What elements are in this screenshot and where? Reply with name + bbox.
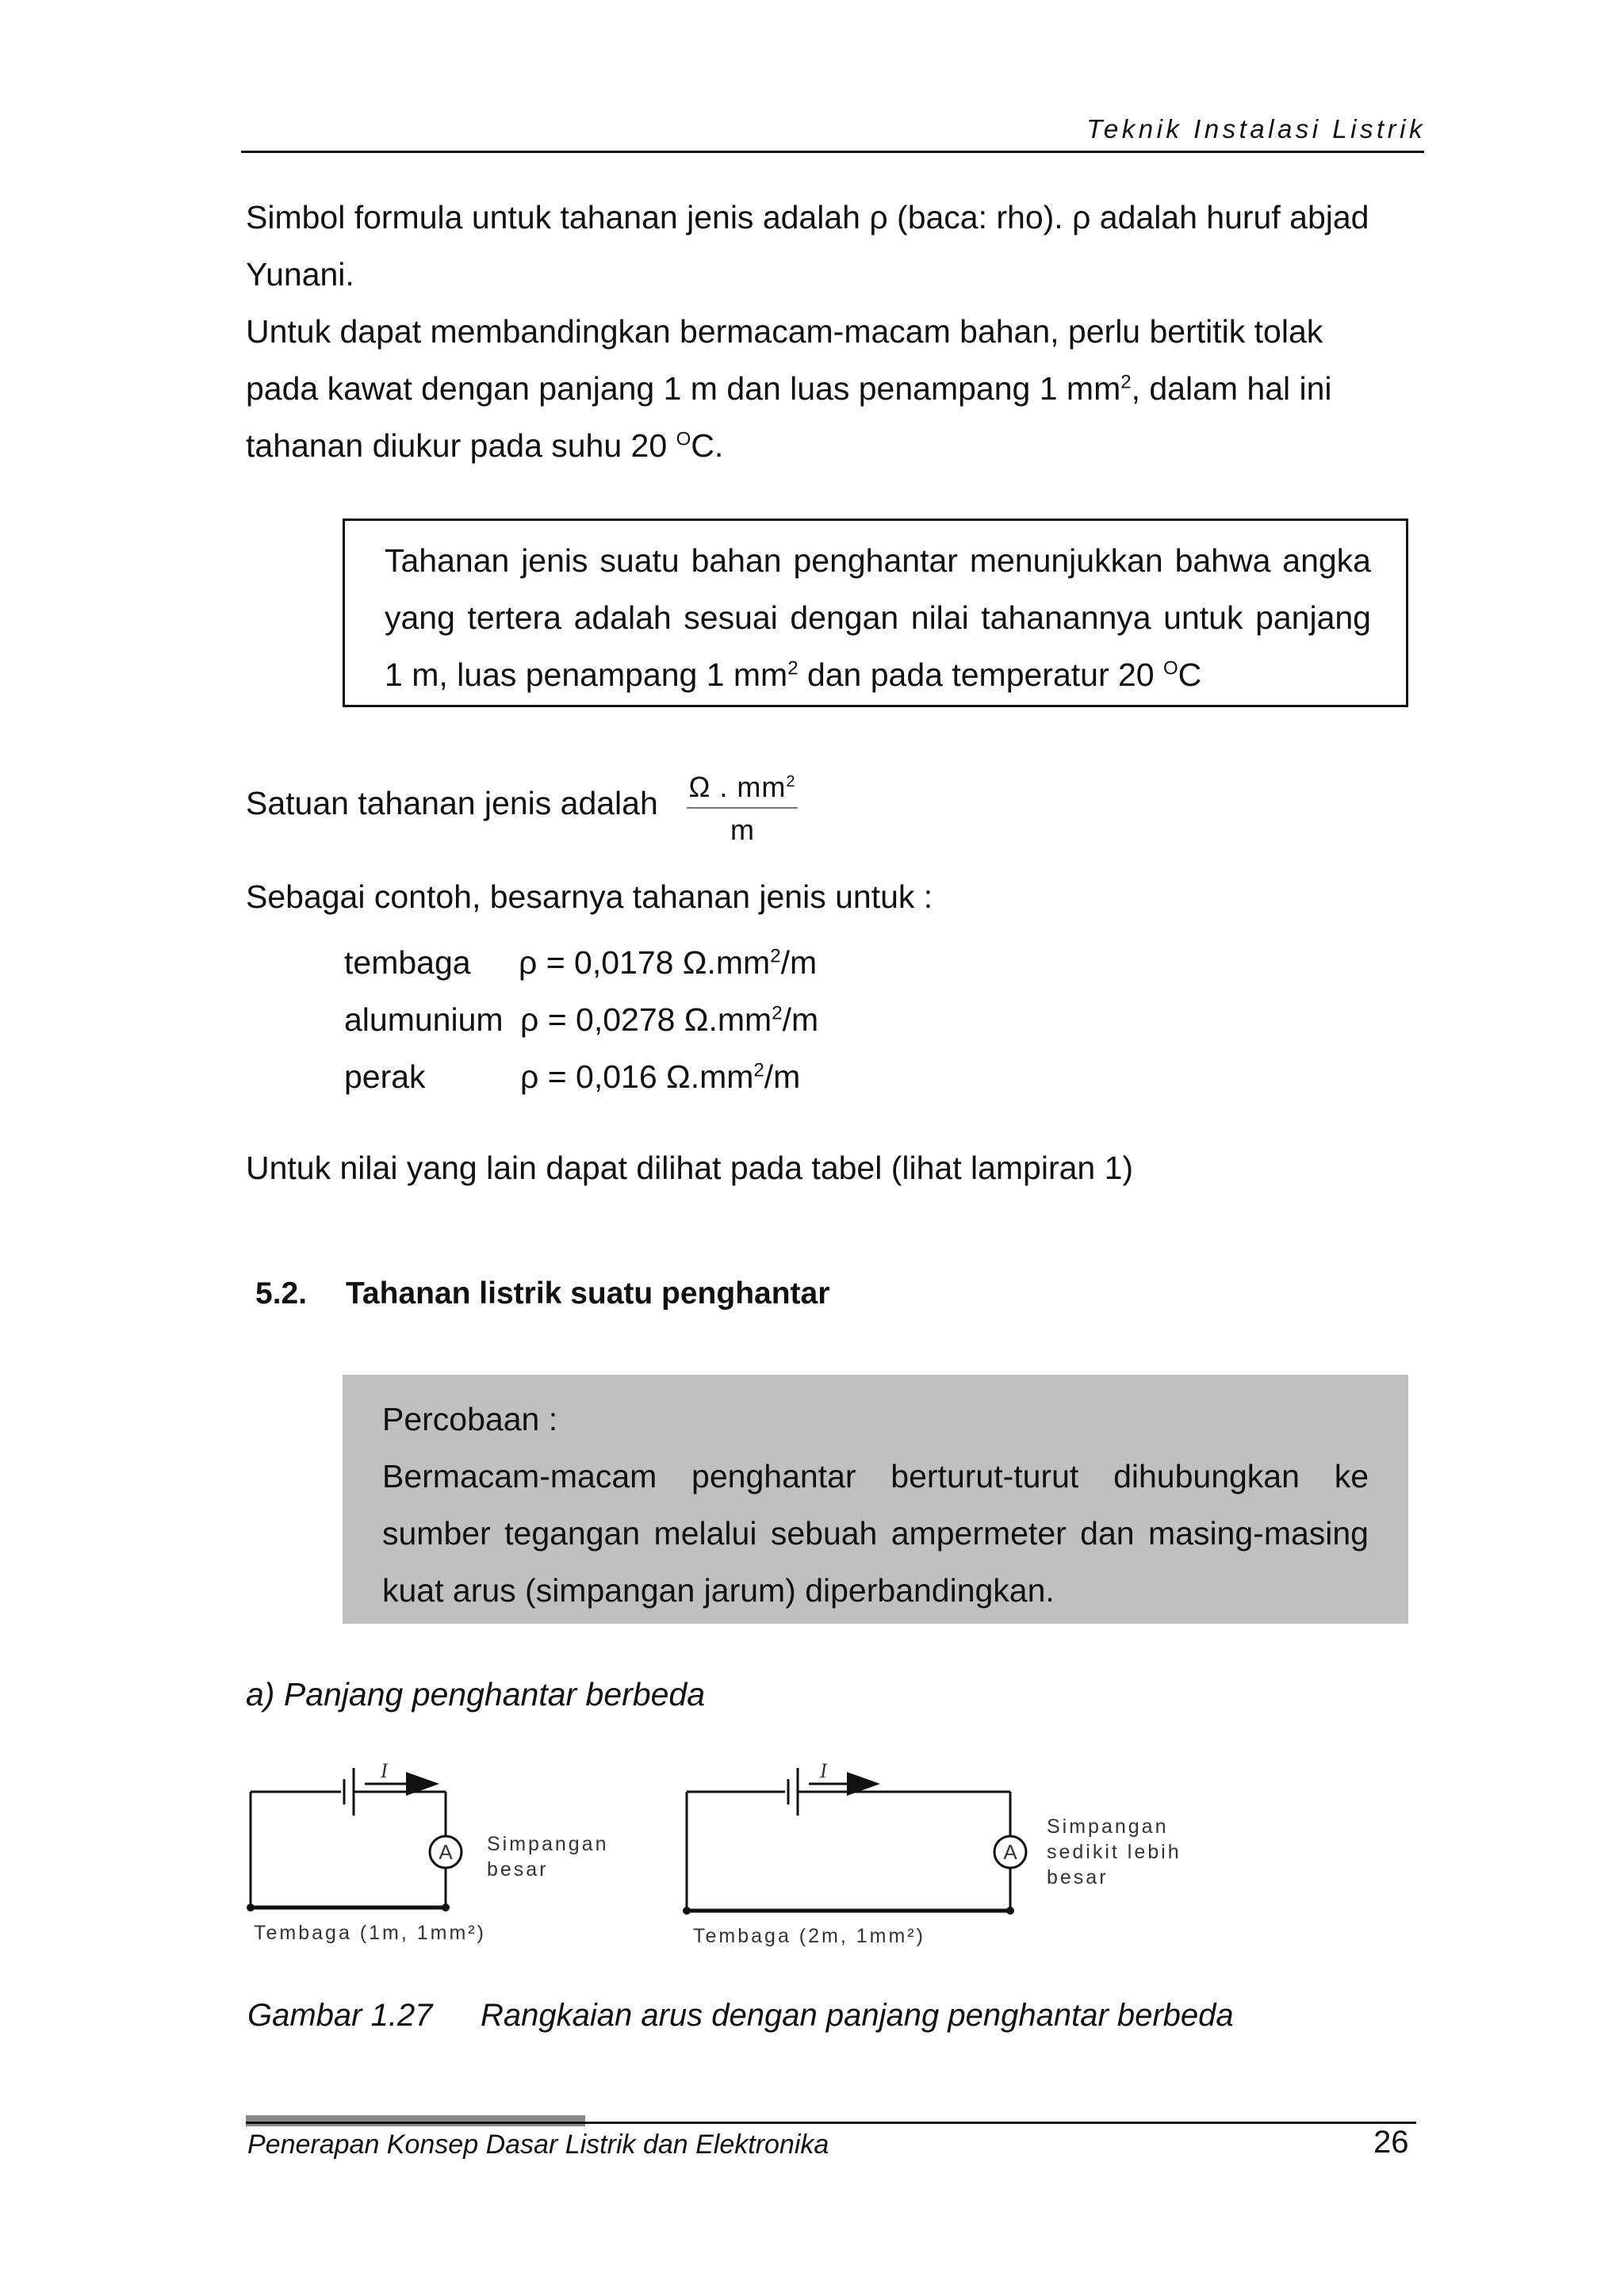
circuit-1 — [247, 1759, 608, 1944]
running-header: Teknik Instalasi Listrik — [1086, 114, 1426, 144]
text-run: /m — [764, 1058, 801, 1095]
unit-fraction — [687, 769, 798, 848]
ammeter-label: A — [1003, 1840, 1017, 1864]
text-run: ρ = 0,0278 Ω.mm — [520, 1001, 772, 1038]
figure-caption — [247, 1998, 1234, 2034]
text-line: sumber tegangan melalui sebuah ampermeter dan masing-masing — [382, 1515, 1369, 1552]
fraction-numerator — [687, 769, 798, 806]
example-row-tembaga — [344, 934, 979, 991]
material-name: tembaga — [344, 944, 471, 981]
definition-box — [343, 519, 1408, 707]
fraction-denominator: m — [730, 813, 754, 846]
superscript: O — [1163, 657, 1178, 679]
figure-title: Rangkaian arus dengan panjang penghantar berbeda — [481, 1998, 1234, 2033]
text-run: 1 m, luas penampang 1 mm — [385, 656, 788, 693]
unit-sentence: Satuan tahanan jenis adalah — [246, 785, 658, 821]
figure-number: Gambar 1.27 — [247, 1998, 433, 2033]
terminal-dot — [442, 1904, 450, 1911]
deflection-label: besar — [1047, 1866, 1109, 1888]
paragraph-comparison — [246, 303, 1418, 474]
text-run: pada kawat dengan panjang 1 m dan luas penampang 1 mm — [246, 370, 1121, 407]
paragraph-rho-symbol — [246, 189, 1418, 303]
terminal-dot — [247, 1904, 255, 1911]
text-run: C. — [691, 427, 724, 464]
fraction-bar — [687, 807, 798, 809]
text-run: tahanan diukur pada suhu 20 — [246, 427, 676, 464]
circuit-diagrams — [0, 1744, 1624, 1966]
conductor-label: Tembaga (1m, 1mm²) — [254, 1922, 486, 1944]
resistivity-value — [519, 934, 817, 991]
text-line — [385, 646, 1371, 703]
text-line: Untuk dapat membandingkan bermacam-macam bahan, perlu bertitik tolak — [246, 313, 1323, 350]
examples-intro: Sebagai contoh, besarnya tahanan jenis untuk : — [246, 878, 933, 915]
terminal-dot — [683, 1907, 691, 1915]
superscript: 2 — [787, 657, 799, 679]
experiment-title: Percobaan : — [382, 1401, 558, 1437]
deflection-label: sedikit lebih — [1047, 1841, 1182, 1863]
conductor-label: Tembaga (2m, 1mm²) — [693, 1925, 925, 1947]
appendix-note: Untuk nilai yang lain dapat dilihat pada tabel (lihat lampiran 1) — [246, 1150, 1134, 1186]
deflection-label: Simpangan — [487, 1833, 609, 1855]
text-line: yang tertera adalah sesuai dengan nilai tahanannya untuk panjang — [385, 599, 1371, 636]
definition-text — [385, 532, 1371, 703]
section-heading — [255, 1276, 829, 1311]
experiment-box — [343, 1375, 1408, 1624]
text-line — [246, 417, 1418, 474]
material-name: alumunium — [344, 1001, 504, 1038]
superscript: 2 — [772, 1002, 783, 1024]
footer-accent-bar — [246, 2115, 585, 2126]
text-line: Simbol formula untuk tahanan jenis adalah ρ (baca: rho). ρ adalah huruf abjad — [246, 199, 1369, 235]
text-run: /m — [780, 944, 818, 981]
text-line: kuat arus (simpangan jarum) diperbandingkan. — [382, 1572, 1055, 1609]
resistivity-value — [520, 991, 818, 1048]
material-name: perak — [344, 1058, 426, 1095]
deflection-label: Simpangan — [1047, 1816, 1169, 1838]
example-row-alumunium — [344, 991, 979, 1048]
superscript: 2 — [753, 1059, 764, 1081]
text-run: ρ = 0,0178 Ω.mm — [519, 944, 771, 981]
terminal-dot — [1006, 1907, 1014, 1915]
superscript: 2 — [786, 773, 796, 790]
superscript: O — [676, 428, 691, 450]
header-rule — [241, 151, 1424, 153]
section-title: Tahanan listrik suatu penghantar — [346, 1276, 830, 1311]
experiment-text — [382, 1391, 1369, 1619]
current-label: I — [381, 1759, 388, 1782]
text-run: C — [1178, 656, 1202, 693]
page-number: 26 — [1373, 2125, 1409, 2160]
text-run: ρ = 0,016 Ω.mm — [520, 1058, 754, 1095]
text-line: Bermacam-macam penghantar berturut-turut dihubungkan ke — [382, 1458, 1369, 1494]
text-run: /m — [782, 1001, 819, 1038]
deflection-label: besar — [487, 1858, 549, 1881]
current-label: I — [820, 1759, 827, 1782]
superscript: 2 — [770, 945, 781, 967]
text-run: , dalam hal ini — [1131, 370, 1332, 407]
footer-rule — [246, 2122, 1416, 2124]
resistivity-value — [520, 1048, 800, 1105]
text-line — [246, 360, 1418, 417]
section-number: 5.2. — [255, 1276, 308, 1311]
ammeter-label: A — [439, 1840, 453, 1864]
subsection-heading: a) Panjang penghantar berbeda — [246, 1676, 706, 1712]
footer-book-title: Penerapan Konsep Dasar Listrik dan Elektronika — [247, 2130, 829, 2160]
text-run: Ω . mm — [688, 771, 787, 803]
example-row-perak — [344, 1048, 979, 1105]
circuit-2 — [683, 1759, 1182, 1947]
text-run: dan pada temperatur 20 — [798, 656, 1163, 693]
text-line: Tahanan jenis suatu bahan penghantar menunjukkan bahwa angka — [385, 542, 1371, 579]
text-line: Yunani. — [246, 256, 354, 293]
superscript: 2 — [1120, 371, 1132, 393]
